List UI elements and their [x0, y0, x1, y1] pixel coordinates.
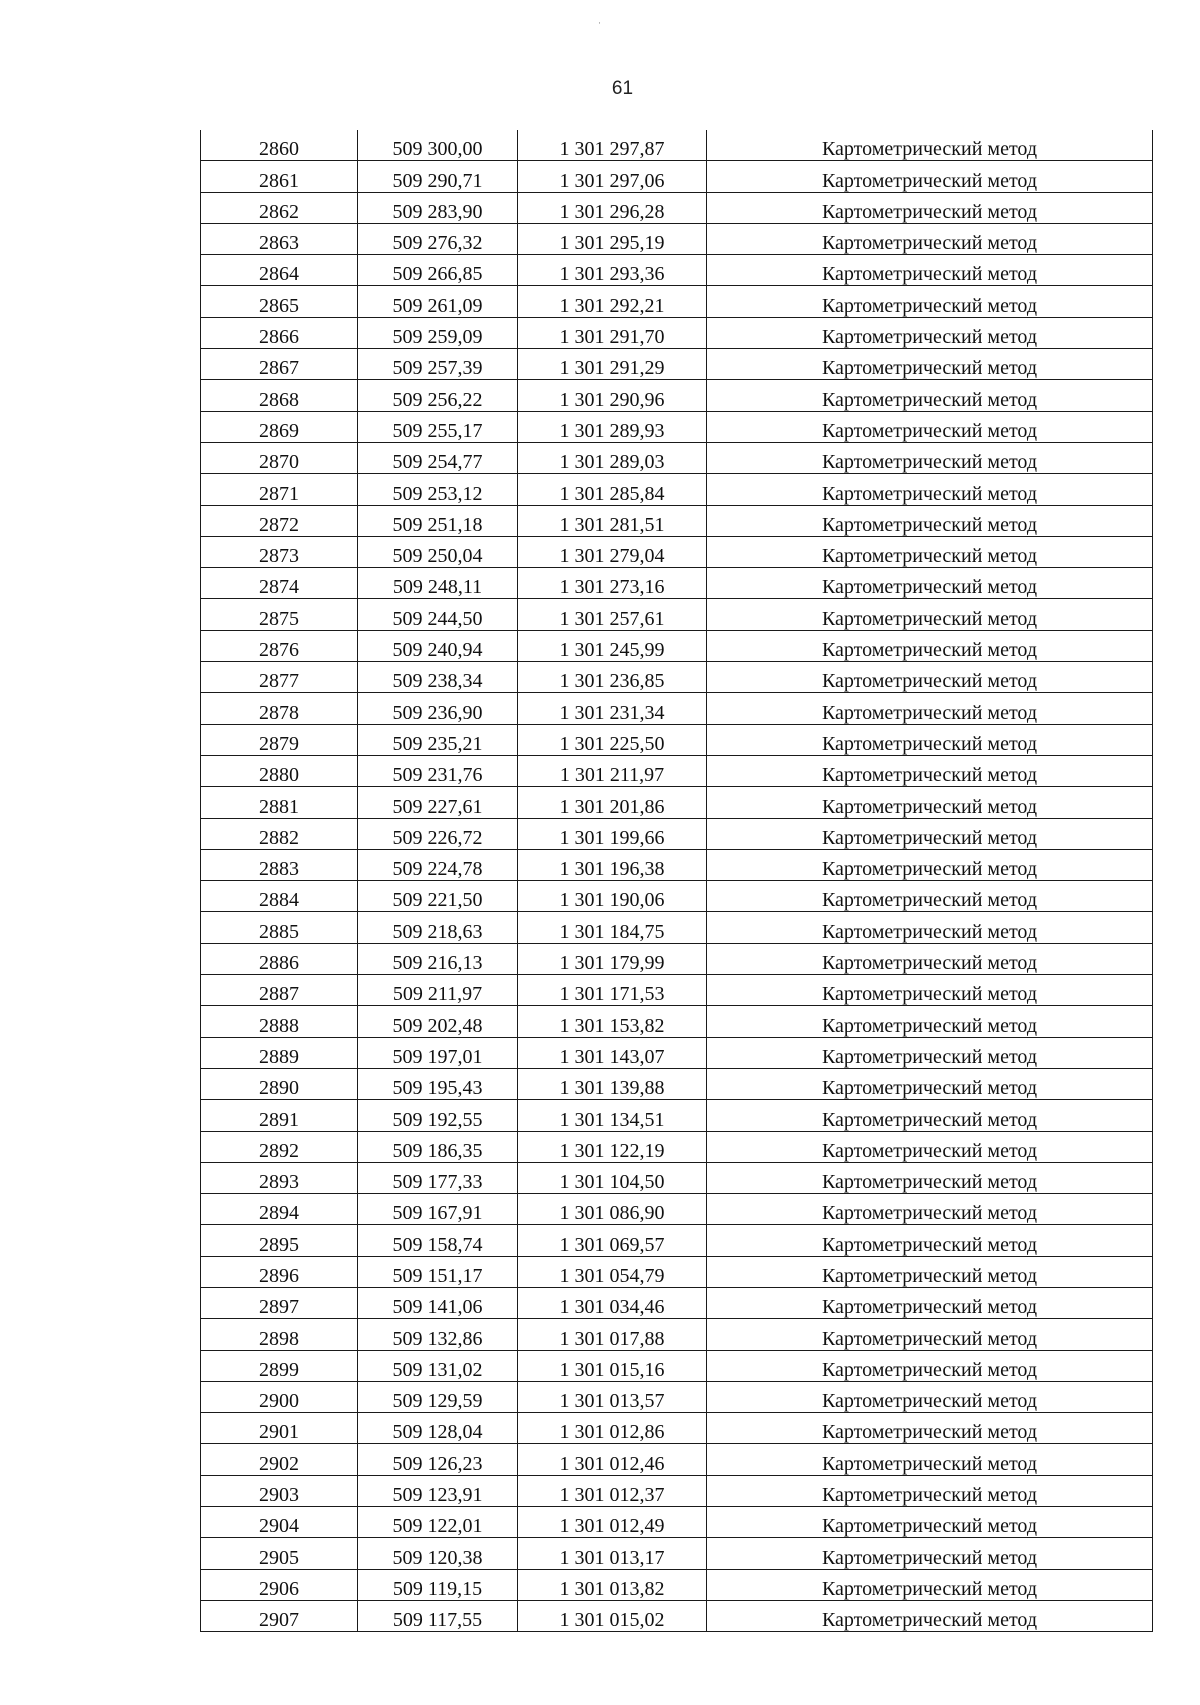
- x-coordinate-cell: 509 211,97: [358, 975, 518, 1006]
- table-row: [201, 881, 1153, 912]
- point-number-cell: 2880: [201, 755, 358, 786]
- x-coordinate-cell: 509 227,61: [358, 787, 518, 818]
- y-coordinate-cell: 1 301 225,50: [518, 724, 707, 755]
- method-cell: Картометрический метод: [707, 1225, 1153, 1256]
- method-cell: Картометрический метод: [707, 349, 1153, 380]
- point-number-cell: 2901: [201, 1413, 358, 1444]
- method-cell: Картометрический метод: [707, 1444, 1153, 1475]
- x-coordinate-cell: 509 120,38: [358, 1538, 518, 1569]
- y-coordinate-cell: 1 301 171,53: [518, 975, 707, 1006]
- method-cell: Картометрический метод: [707, 787, 1153, 818]
- method-cell: Картометрический метод: [707, 881, 1153, 912]
- x-coordinate-cell: 509 122,01: [358, 1507, 518, 1538]
- y-coordinate-cell: 1 301 012,37: [518, 1475, 707, 1506]
- method-cell: Картометрический метод: [707, 130, 1153, 161]
- table-row: [201, 286, 1153, 317]
- method-cell: Картометрический метод: [707, 380, 1153, 411]
- y-coordinate-cell: 1 301 069,57: [518, 1225, 707, 1256]
- y-coordinate-cell: 1 301 013,82: [518, 1569, 707, 1600]
- method-cell: Картометрический метод: [707, 1475, 1153, 1506]
- x-coordinate-cell: 509 131,02: [358, 1350, 518, 1381]
- x-coordinate-cell: 509 235,21: [358, 724, 518, 755]
- x-coordinate-cell: 509 255,17: [358, 411, 518, 442]
- x-coordinate-cell: 509 132,86: [358, 1319, 518, 1350]
- method-cell: Картометрический метод: [707, 630, 1153, 661]
- point-number-cell: 2861: [201, 161, 358, 192]
- table-row: [201, 943, 1153, 974]
- y-coordinate-cell: 1 301 211,97: [518, 755, 707, 786]
- y-coordinate-cell: 1 301 104,50: [518, 1162, 707, 1193]
- y-coordinate-cell: 1 301 289,93: [518, 411, 707, 442]
- method-cell: Картометрический метод: [707, 1006, 1153, 1037]
- point-number-cell: 2864: [201, 255, 358, 286]
- y-coordinate-cell: 1 301 257,61: [518, 599, 707, 630]
- table-row: [201, 505, 1153, 536]
- y-coordinate-cell: 1 301 231,34: [518, 693, 707, 724]
- point-number-cell: 2889: [201, 1037, 358, 1068]
- x-coordinate-cell: 509 276,32: [358, 223, 518, 254]
- table-row: [201, 1100, 1153, 1131]
- y-coordinate-cell: 1 301 190,06: [518, 881, 707, 912]
- method-cell: Картометрический метод: [707, 442, 1153, 473]
- y-coordinate-cell: 1 301 296,28: [518, 192, 707, 223]
- method-cell: Картометрический метод: [707, 161, 1153, 192]
- method-cell: Картометрический метод: [707, 1507, 1153, 1538]
- x-coordinate-cell: 509 300,00: [358, 130, 518, 161]
- method-cell: Картометрический метод: [707, 1131, 1153, 1162]
- table-row: [201, 130, 1153, 161]
- point-number-cell: 2891: [201, 1100, 358, 1131]
- point-number-cell: 2877: [201, 662, 358, 693]
- y-coordinate-cell: 1 301 291,70: [518, 317, 707, 348]
- method-cell: Картометрический метод: [707, 411, 1153, 442]
- y-coordinate-cell: 1 301 281,51: [518, 505, 707, 536]
- x-coordinate-cell: 509 231,76: [358, 755, 518, 786]
- table-row: [201, 1350, 1153, 1381]
- x-coordinate-cell: 509 251,18: [358, 505, 518, 536]
- method-cell: Картометрический метод: [707, 1068, 1153, 1099]
- point-number-cell: 2883: [201, 849, 358, 880]
- table-row: [201, 442, 1153, 473]
- method-cell: Картометрический метод: [707, 693, 1153, 724]
- point-number-cell: 2866: [201, 317, 358, 348]
- point-number-cell: 2887: [201, 975, 358, 1006]
- table-row: [201, 474, 1153, 505]
- x-coordinate-cell: 509 221,50: [358, 881, 518, 912]
- y-coordinate-cell: 1 301 139,88: [518, 1068, 707, 1099]
- x-coordinate-cell: 509 117,55: [358, 1600, 518, 1631]
- point-number-cell: 2879: [201, 724, 358, 755]
- point-number-cell: 2876: [201, 630, 358, 661]
- x-coordinate-cell: 509 240,94: [358, 630, 518, 661]
- method-cell: Картометрический метод: [707, 192, 1153, 223]
- point-number-cell: 2875: [201, 599, 358, 630]
- point-number-cell: 2906: [201, 1569, 358, 1600]
- method-cell: Картометрический метод: [707, 1037, 1153, 1068]
- y-coordinate-cell: 1 301 297,87: [518, 130, 707, 161]
- x-coordinate-cell: 509 195,43: [358, 1068, 518, 1099]
- x-coordinate-cell: 509 141,06: [358, 1287, 518, 1318]
- y-coordinate-cell: 1 301 297,06: [518, 161, 707, 192]
- point-number-cell: 2888: [201, 1006, 358, 1037]
- y-coordinate-cell: 1 301 122,19: [518, 1131, 707, 1162]
- x-coordinate-cell: 509 218,63: [358, 912, 518, 943]
- point-number-cell: 2863: [201, 223, 358, 254]
- method-cell: Картометрический метод: [707, 849, 1153, 880]
- y-coordinate-cell: 1 301 289,03: [518, 442, 707, 473]
- point-number-cell: 2904: [201, 1507, 358, 1538]
- x-coordinate-cell: 509 123,91: [358, 1475, 518, 1506]
- y-coordinate-cell: 1 301 015,02: [518, 1600, 707, 1631]
- point-number-cell: 2872: [201, 505, 358, 536]
- table-row: [201, 1006, 1153, 1037]
- point-number-cell: 2882: [201, 818, 358, 849]
- method-cell: Картометрический метод: [707, 599, 1153, 630]
- method-cell: Картометрический метод: [707, 1381, 1153, 1412]
- x-coordinate-cell: 509 186,35: [358, 1131, 518, 1162]
- table-row: [201, 912, 1153, 943]
- method-cell: Картометрический метод: [707, 568, 1153, 599]
- point-number-cell: 2895: [201, 1225, 358, 1256]
- method-cell: Картометрический метод: [707, 505, 1153, 536]
- y-coordinate-cell: 1 301 293,36: [518, 255, 707, 286]
- coordinates-table-body: [201, 130, 1153, 1632]
- table-row: [201, 1037, 1153, 1068]
- method-cell: Картометрический метод: [707, 912, 1153, 943]
- x-coordinate-cell: 509 256,22: [358, 380, 518, 411]
- method-cell: Картометрический метод: [707, 1350, 1153, 1381]
- point-number-cell: 2890: [201, 1068, 358, 1099]
- table-row: [201, 787, 1153, 818]
- point-number-cell: 2892: [201, 1131, 358, 1162]
- y-coordinate-cell: 1 301 285,84: [518, 474, 707, 505]
- method-cell: Картометрический метод: [707, 1287, 1153, 1318]
- method-cell: Картометрический метод: [707, 1194, 1153, 1225]
- y-coordinate-cell: 1 301 199,66: [518, 818, 707, 849]
- table-row: [201, 1162, 1153, 1193]
- table-row: [201, 849, 1153, 880]
- method-cell: Картометрический метод: [707, 286, 1153, 317]
- method-cell: Картометрический метод: [707, 755, 1153, 786]
- y-coordinate-cell: 1 301 013,17: [518, 1538, 707, 1569]
- x-coordinate-cell: 509 192,55: [358, 1100, 518, 1131]
- y-coordinate-cell: 1 301 295,19: [518, 223, 707, 254]
- page-number: 61: [611, 78, 634, 99]
- method-cell: Картометрический метод: [707, 255, 1153, 286]
- x-coordinate-cell: 509 129,59: [358, 1381, 518, 1412]
- x-coordinate-cell: 509 197,01: [358, 1037, 518, 1068]
- x-coordinate-cell: 509 259,09: [358, 317, 518, 348]
- x-coordinate-cell: 509 253,12: [358, 474, 518, 505]
- table-row: [201, 1068, 1153, 1099]
- table-row: [201, 599, 1153, 630]
- x-coordinate-cell: 509 261,09: [358, 286, 518, 317]
- y-coordinate-cell: 1 301 196,38: [518, 849, 707, 880]
- point-number-cell: 2874: [201, 568, 358, 599]
- point-number-cell: 2867: [201, 349, 358, 380]
- y-coordinate-cell: 1 301 201,86: [518, 787, 707, 818]
- method-cell: Картометрический метод: [707, 1413, 1153, 1444]
- y-coordinate-cell: 1 301 013,57: [518, 1381, 707, 1412]
- y-coordinate-cell: 1 301 179,99: [518, 943, 707, 974]
- table-row: [201, 161, 1153, 192]
- x-coordinate-cell: 509 244,50: [358, 599, 518, 630]
- table-row: [201, 693, 1153, 724]
- y-coordinate-cell: 1 301 017,88: [518, 1319, 707, 1350]
- x-coordinate-cell: 509 283,90: [358, 192, 518, 223]
- x-coordinate-cell: 509 226,72: [358, 818, 518, 849]
- point-number-cell: 2868: [201, 380, 358, 411]
- point-number-cell: 2902: [201, 1444, 358, 1475]
- y-coordinate-cell: 1 301 086,90: [518, 1194, 707, 1225]
- method-cell: Картометрический метод: [707, 1569, 1153, 1600]
- point-number-cell: 2869: [201, 411, 358, 442]
- y-coordinate-cell: 1 301 153,82: [518, 1006, 707, 1037]
- table-row: [201, 1569, 1153, 1600]
- point-number-cell: 2873: [201, 536, 358, 567]
- table-row: [201, 975, 1153, 1006]
- table-row: [201, 1131, 1153, 1162]
- scan-mark: ·: [598, 18, 601, 28]
- table-row: [201, 349, 1153, 380]
- table-row: [201, 1413, 1153, 1444]
- point-number-cell: 2881: [201, 787, 358, 818]
- point-number-cell: 2894: [201, 1194, 358, 1225]
- method-cell: Картометрический метод: [707, 724, 1153, 755]
- y-coordinate-cell: 1 301 012,46: [518, 1444, 707, 1475]
- method-cell: Картометрический метод: [707, 943, 1153, 974]
- point-number-cell: 2893: [201, 1162, 358, 1193]
- method-cell: Картометрический метод: [707, 818, 1153, 849]
- y-coordinate-cell: 1 301 143,07: [518, 1037, 707, 1068]
- table-row: [201, 568, 1153, 599]
- y-coordinate-cell: 1 301 015,16: [518, 1350, 707, 1381]
- point-number-cell: 2870: [201, 442, 358, 473]
- table-row: [201, 317, 1153, 348]
- table-row: [201, 1600, 1153, 1631]
- method-cell: Картометрический метод: [707, 474, 1153, 505]
- x-coordinate-cell: 509 128,04: [358, 1413, 518, 1444]
- table-row: [201, 755, 1153, 786]
- x-coordinate-cell: 509 290,71: [358, 161, 518, 192]
- table-row: [201, 411, 1153, 442]
- table-row: [201, 1256, 1153, 1287]
- point-number-cell: 2871: [201, 474, 358, 505]
- y-coordinate-cell: 1 301 273,16: [518, 568, 707, 599]
- point-number-cell: 2899: [201, 1350, 358, 1381]
- table-row: [201, 1287, 1153, 1318]
- x-coordinate-cell: 509 238,34: [358, 662, 518, 693]
- point-number-cell: 2903: [201, 1475, 358, 1506]
- point-number-cell: 2905: [201, 1538, 358, 1569]
- method-cell: Картометрический метод: [707, 1600, 1153, 1631]
- x-coordinate-cell: 509 119,15: [358, 1569, 518, 1600]
- x-coordinate-cell: 509 177,33: [358, 1162, 518, 1193]
- point-number-cell: 2897: [201, 1287, 358, 1318]
- x-coordinate-cell: 509 236,90: [358, 693, 518, 724]
- x-coordinate-cell: 509 216,13: [358, 943, 518, 974]
- method-cell: Картометрический метод: [707, 1319, 1153, 1350]
- point-number-cell: 2862: [201, 192, 358, 223]
- table-row: [201, 1319, 1153, 1350]
- table-row: [201, 1444, 1153, 1475]
- point-number-cell: 2860: [201, 130, 358, 161]
- x-coordinate-cell: 509 250,04: [358, 536, 518, 567]
- point-number-cell: 2907: [201, 1600, 358, 1631]
- x-coordinate-cell: 509 202,48: [358, 1006, 518, 1037]
- y-coordinate-cell: 1 301 292,21: [518, 286, 707, 317]
- method-cell: Картометрический метод: [707, 975, 1153, 1006]
- y-coordinate-cell: 1 301 291,29: [518, 349, 707, 380]
- table-row: [201, 380, 1153, 411]
- x-coordinate-cell: 509 167,91: [358, 1194, 518, 1225]
- table-row: [201, 662, 1153, 693]
- table-row: [201, 536, 1153, 567]
- x-coordinate-cell: 509 151,17: [358, 1256, 518, 1287]
- table-row: [201, 724, 1153, 755]
- point-number-cell: 2898: [201, 1319, 358, 1350]
- table-row: [201, 818, 1153, 849]
- table-row: [201, 630, 1153, 661]
- point-number-cell: 2886: [201, 943, 358, 974]
- method-cell: Картометрический метод: [707, 662, 1153, 693]
- point-number-cell: 2878: [201, 693, 358, 724]
- x-coordinate-cell: 509 266,85: [358, 255, 518, 286]
- method-cell: Картометрический метод: [707, 1162, 1153, 1193]
- table-row: [201, 1475, 1153, 1506]
- point-number-cell: 2896: [201, 1256, 358, 1287]
- point-number-cell: 2885: [201, 912, 358, 943]
- point-number-cell: 2865: [201, 286, 358, 317]
- method-cell: Картометрический метод: [707, 223, 1153, 254]
- point-number-cell: 2900: [201, 1381, 358, 1412]
- x-coordinate-cell: 509 224,78: [358, 849, 518, 880]
- method-cell: Картометрический метод: [707, 1256, 1153, 1287]
- method-cell: Картометрический метод: [707, 1100, 1153, 1131]
- table-row: [201, 1507, 1153, 1538]
- method-cell: Картометрический метод: [707, 1538, 1153, 1569]
- y-coordinate-cell: 1 301 012,86: [518, 1413, 707, 1444]
- x-coordinate-cell: 509 248,11: [358, 568, 518, 599]
- x-coordinate-cell: 509 158,74: [358, 1225, 518, 1256]
- y-coordinate-cell: 1 301 279,04: [518, 536, 707, 567]
- x-coordinate-cell: 509 254,77: [358, 442, 518, 473]
- table-row: [201, 255, 1153, 286]
- y-coordinate-cell: 1 301 034,46: [518, 1287, 707, 1318]
- y-coordinate-cell: 1 301 290,96: [518, 380, 707, 411]
- y-coordinate-cell: 1 301 134,51: [518, 1100, 707, 1131]
- y-coordinate-cell: 1 301 054,79: [518, 1256, 707, 1287]
- table-row: [201, 1225, 1153, 1256]
- table-row: [201, 192, 1153, 223]
- table-row: [201, 1194, 1153, 1225]
- y-coordinate-cell: 1 301 184,75: [518, 912, 707, 943]
- x-coordinate-cell: 509 126,23: [358, 1444, 518, 1475]
- y-coordinate-cell: 1 301 236,85: [518, 662, 707, 693]
- coordinates-table: [200, 130, 1153, 1632]
- method-cell: Картометрический метод: [707, 536, 1153, 567]
- y-coordinate-cell: 1 301 245,99: [518, 630, 707, 661]
- table-row: [201, 223, 1153, 254]
- table-row: [201, 1381, 1153, 1412]
- point-number-cell: 2884: [201, 881, 358, 912]
- y-coordinate-cell: 1 301 012,49: [518, 1507, 707, 1538]
- table-row: [201, 1538, 1153, 1569]
- x-coordinate-cell: 509 257,39: [358, 349, 518, 380]
- method-cell: Картометрический метод: [707, 317, 1153, 348]
